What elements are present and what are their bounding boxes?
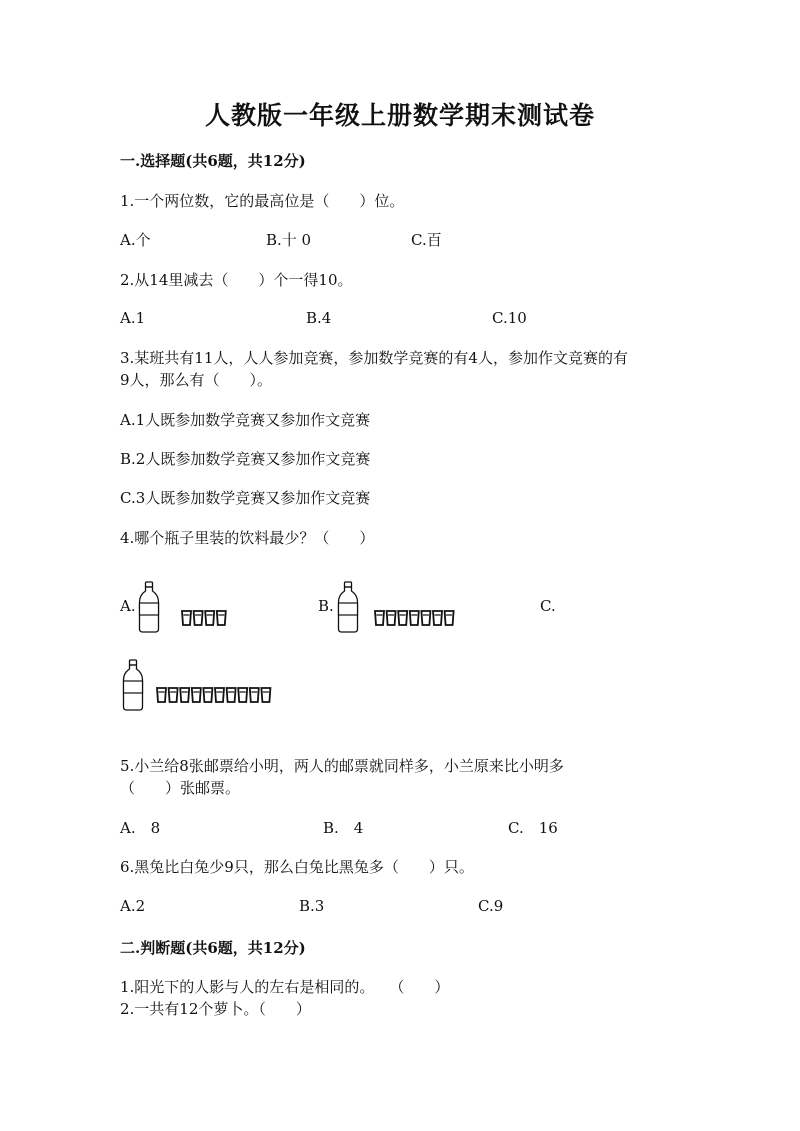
cup-icon — [421, 611, 430, 625]
q1-option-b[interactable]: B.十 0 — [266, 231, 312, 249]
cup-icon — [398, 611, 407, 625]
cups-b-icon — [374, 609, 458, 627]
judgement-question-1: 1.阳光下的人影与人的左右是相同的。 （ ） — [120, 978, 450, 996]
q3-option-c[interactable]: C.3人既参加数学竞赛又参加作文竞赛 — [120, 489, 371, 507]
cup-icon — [227, 688, 236, 702]
cup-icon — [180, 688, 189, 702]
q3-option-a[interactable]: A.1人既参加数学竞赛又参加作文竞赛 — [120, 411, 371, 429]
bottle-b-icon — [336, 581, 360, 633]
q1-option-a[interactable]: A.个 — [120, 231, 151, 249]
cup-icon — [215, 688, 224, 702]
section-heading-judgement: 二.判断题(共6题，共12分) — [120, 939, 306, 957]
q4-option-b[interactable]: B. — [318, 597, 334, 615]
cups-a-icon — [181, 609, 229, 627]
q2-option-c[interactable]: C.10 — [492, 309, 527, 327]
section-heading-choice: 一.选择题(共6题，共12分) — [120, 152, 306, 170]
q4-option-c[interactable]: C. — [540, 597, 556, 615]
cup-icon — [169, 688, 178, 702]
q3-option-b[interactable]: B.2人既参加数学竞赛又参加作文竞赛 — [120, 450, 371, 468]
cup-icon — [410, 611, 419, 625]
question-3-line-2: 9人，那么有（ ）。 — [120, 371, 273, 389]
question-5-line-1: 5.小兰给8张邮票给小明，两人的邮票就同样多，小兰原来比小明多 — [120, 757, 564, 775]
question-5-line-2: （ ）张邮票。 — [120, 779, 241, 797]
cup-icon — [203, 688, 212, 702]
q6-option-a[interactable]: A.2 — [120, 897, 146, 915]
q1-option-c[interactable]: C.百 — [411, 231, 442, 249]
cup-icon — [157, 688, 166, 702]
bottle-a-icon — [137, 581, 161, 633]
cup-icon — [445, 611, 454, 625]
page-title: 人教版一年级上册数学期末测试卷 — [204, 101, 595, 130]
judgement-question-2: 2.一共有12个萝卜。（ ） — [120, 1000, 311, 1018]
question-4: 4.哪个瓶子里装的饮料最少？（ ） — [120, 529, 375, 547]
cup-icon — [192, 688, 201, 702]
q5-option-a[interactable]: A. 8 — [120, 819, 161, 837]
question-3-line-1: 3.某班共有11人，人人参加竞赛，参加数学竞赛的有4人，参加作文竞赛的有 — [120, 349, 628, 367]
q5-option-b[interactable]: B. 4 — [323, 819, 364, 837]
cup-icon — [205, 611, 214, 625]
q6-option-b[interactable]: B.3 — [299, 897, 325, 915]
cup-icon — [375, 611, 384, 625]
bottle-c-icon — [121, 657, 145, 713]
q6-option-c[interactable]: C.9 — [478, 897, 504, 915]
q2-option-b[interactable]: B.4 — [306, 309, 332, 327]
cup-icon — [217, 611, 226, 625]
question-1: 1.一个两位数，它的最高位是（ ）位。 — [120, 192, 405, 210]
q5-option-c[interactable]: C. 16 — [508, 819, 558, 837]
question-2: 2.从14里减去（ ）个一得10。 — [120, 271, 353, 289]
cup-icon — [238, 688, 247, 702]
cup-icon — [182, 611, 191, 625]
cup-icon — [261, 688, 270, 702]
cup-icon — [387, 611, 396, 625]
cups-c-icon — [156, 686, 274, 704]
question-6: 6.黑兔比白兔少9只，那么白兔比黑兔多（ ）只。 — [120, 858, 474, 876]
cup-icon — [433, 611, 442, 625]
q4-option-a[interactable]: A. — [120, 597, 136, 615]
q2-option-a[interactable]: A.1 — [120, 309, 146, 327]
cup-icon — [250, 688, 259, 702]
cup-icon — [194, 611, 203, 625]
